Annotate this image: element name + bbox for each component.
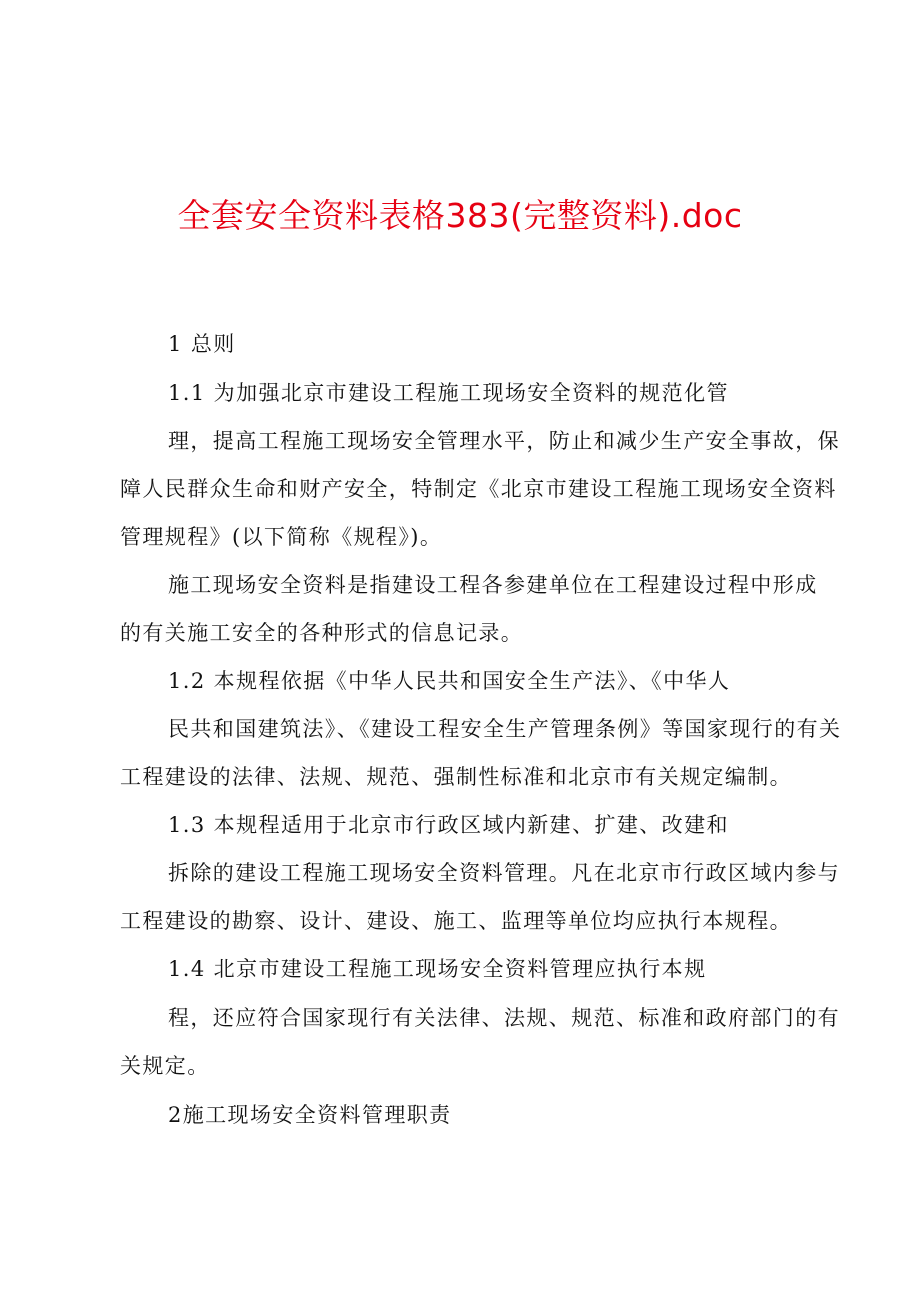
- document-title: 全套安全资料表格383(完整资料).doc: [177, 196, 743, 235]
- paragraph-line: 1.3 本规程适用于北京市行政区域内新建、扩建、改建和: [168, 813, 729, 837]
- section-heading-1: 1 总则: [168, 332, 236, 356]
- section-heading-2: 2施工现场安全资料管理职责: [168, 1103, 452, 1127]
- paragraph-line: 管理规程》(以下简称《规程》)。: [120, 525, 443, 549]
- paragraph-line: 理，提高工程施工现场安全管理水平，防止和减少生产安全事故，保: [168, 429, 840, 453]
- paragraph-line: 的有关施工安全的各种形式的信息记录。: [120, 621, 524, 645]
- paragraph-line: 程，还应符合国家现行有关法律、法规、规范、标准和政府部门的有: [168, 1006, 840, 1030]
- paragraph-line: 工程建设的法律、法规、规范、强制性标准和北京市有关规定编制。: [120, 765, 792, 789]
- paragraph-line: 障人民群众生命和财产安全，特制定《北京市建设工程施工现场安全资料: [120, 477, 837, 501]
- paragraph-line: 民共和国建筑法》、《建设工程安全生产管理条例》等国家现行的有关: [168, 717, 842, 741]
- paragraph-line: 1.4 北京市建设工程施工现场安全资料管理应执行本规: [168, 957, 707, 981]
- paragraph-line: 工程建设的勘察、设计、建设、施工、监理等单位均应执行本规程。: [120, 909, 792, 933]
- paragraph-line: 1.1 为加强北京市建设工程施工现场安全资料的规范化管: [168, 381, 729, 405]
- paragraph-line: 关规定。: [120, 1054, 210, 1078]
- paragraph-line: 1.2 本规程依据《中华人民共和国安全生产法》、《中华人: [168, 669, 731, 693]
- paragraph-line: 拆除的建设工程施工现场安全资料管理。凡在北京市行政区域内参与: [168, 861, 840, 885]
- paragraph-line: 施工现场安全资料是指建设工程各参建单位在工程建设过程中形成: [168, 573, 818, 597]
